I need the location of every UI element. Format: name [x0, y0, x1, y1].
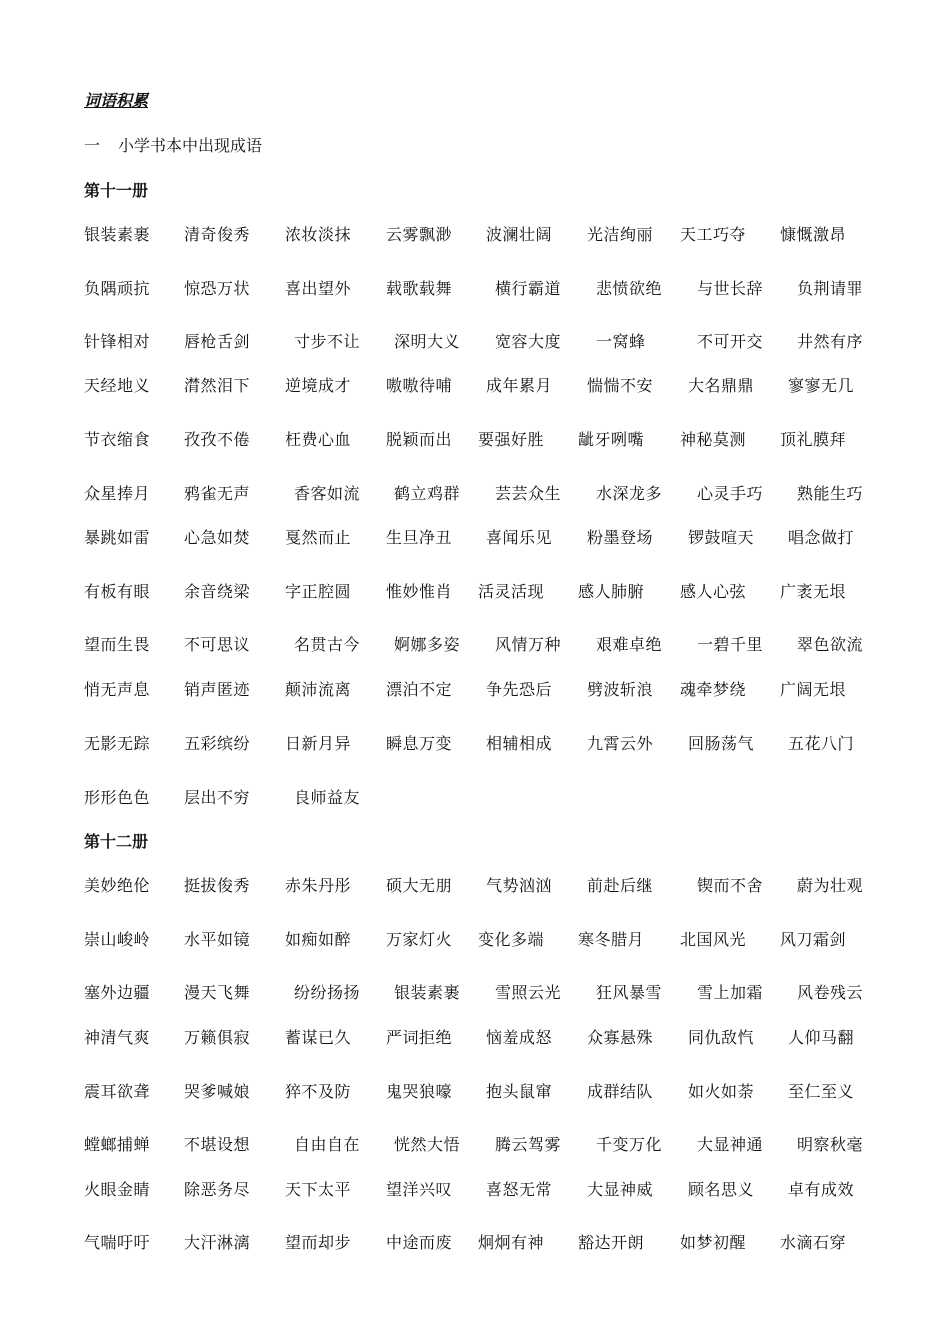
idiom: 硕大无朋 — [386, 876, 453, 895]
idiom-row — [0, 222, 950, 246]
idiom: 波澜壮阔 — [486, 225, 553, 244]
idiom: 众寡悬殊 — [587, 1028, 654, 1047]
idiom: 水滴石穿 — [780, 1233, 847, 1252]
idiom: 五花八门 — [788, 734, 855, 753]
idiom: 字正腔圆 — [285, 582, 352, 601]
idiom: 塞外边疆 — [84, 983, 151, 1002]
idiom: 炯炯有神 — [478, 1233, 545, 1252]
idiom: 感人心弦 — [680, 582, 747, 601]
idiom: 天下太平 — [285, 1180, 352, 1199]
idiom: 蓄谋已久 — [285, 1028, 352, 1047]
section-label: 小学书本中出现成语 — [118, 136, 263, 155]
idiom: 恼羞成怒 — [486, 1028, 553, 1047]
idiom: 横行霸道 — [495, 279, 562, 298]
idiom: 瞬息万变 — [386, 734, 453, 753]
idiom: 喜闻乐见 — [486, 528, 553, 547]
idiom: 天工巧夺 — [680, 225, 747, 244]
idiom: 寥寥无几 — [788, 376, 855, 395]
idiom: 清奇俊秀 — [184, 225, 251, 244]
idiom: 颠沛流离 — [285, 680, 352, 699]
idiom: 心灵手巧 — [697, 484, 764, 503]
idiom: 锲而不舍 — [697, 876, 764, 895]
idiom: 云雾飘渺 — [386, 225, 453, 244]
idiom: 锣鼓喧天 — [688, 528, 755, 547]
idiom: 顾名思义 — [688, 1180, 755, 1199]
idiom: 枉费心血 — [285, 430, 352, 449]
idiom: 艰难卓绝 — [596, 635, 663, 654]
idiom: 恍然大悟 — [394, 1135, 461, 1154]
idiom-row — [0, 873, 950, 897]
idiom: 日新月异 — [285, 734, 352, 753]
idiom-row — [0, 427, 950, 451]
idiom: 潸然泪下 — [184, 376, 251, 395]
idiom: 慷慨激昂 — [780, 225, 847, 244]
idiom: 要强好胜 — [478, 430, 545, 449]
idiom: 不堪设想 — [184, 1135, 251, 1154]
idiom: 与世长辞 — [697, 279, 764, 298]
idiom-row — [0, 1132, 950, 1156]
idiom: 宽容大度 — [495, 332, 562, 351]
idiom: 腾云驾雾 — [495, 1135, 562, 1154]
idiom: 如梦初醒 — [680, 1233, 747, 1252]
idiom: 光洁绚丽 — [587, 225, 654, 244]
idiom-row — [0, 927, 950, 951]
idiom: 众星捧月 — [84, 484, 151, 503]
idiom: 广袤无垠 — [780, 582, 847, 601]
idiom: 争先恐后 — [486, 680, 553, 699]
volume-heading-12: 第十二册 — [84, 832, 149, 851]
idiom: 深明大义 — [394, 332, 461, 351]
idiom: 漫天飞舞 — [184, 983, 251, 1002]
idiom: 明察秋毫 — [797, 1135, 864, 1154]
idiom-row — [0, 1177, 950, 1201]
idiom: 漂泊不定 — [386, 680, 453, 699]
idiom: 鸦雀无声 — [184, 484, 251, 503]
idiom: 狂风暴雪 — [596, 983, 663, 1002]
idiom: 卓有成效 — [788, 1180, 855, 1199]
idiom: 风刀霜剑 — [780, 930, 847, 949]
idiom: 寒冬腊月 — [578, 930, 645, 949]
idiom: 万家灯火 — [386, 930, 453, 949]
idiom: 唱念做打 — [788, 528, 855, 547]
idiom: 载歌载舞 — [386, 279, 453, 298]
idiom: 广阔无垠 — [780, 680, 847, 699]
idiom: 人仰马翻 — [788, 1028, 855, 1047]
idiom: 芸芸众生 — [495, 484, 562, 503]
idiom: 暴跳如雷 — [84, 528, 151, 547]
idiom: 一窝蜂 — [596, 332, 646, 351]
idiom-row — [0, 731, 950, 755]
idiom: 水平如镜 — [184, 930, 251, 949]
idiom-row — [0, 276, 950, 300]
idiom: 雪上加霜 — [697, 983, 764, 1002]
idiom: 喜出望外 — [285, 279, 352, 298]
idiom: 变化多端 — [478, 930, 545, 949]
idiom-row — [0, 1025, 950, 1049]
idiom: 崇山峻岭 — [84, 930, 151, 949]
idiom: 逆境成才 — [285, 376, 352, 395]
section-heading — [84, 133, 262, 156]
idiom: 不可思议 — [184, 635, 251, 654]
idiom: 气喘吁吁 — [84, 1233, 151, 1252]
idiom: 负荆请罪 — [797, 279, 864, 298]
idiom: 北国风光 — [680, 930, 747, 949]
idiom: 心急如焚 — [184, 528, 251, 547]
idiom: 哭爹喊娘 — [184, 1082, 251, 1101]
idiom-row — [0, 579, 950, 603]
idiom: 水深龙多 — [596, 484, 663, 503]
idiom: 豁达开朗 — [578, 1233, 645, 1252]
idiom: 至仁至义 — [788, 1082, 855, 1101]
idiom: 大显神通 — [697, 1135, 764, 1154]
idiom: 无影无踪 — [84, 734, 151, 753]
idiom-row — [0, 1079, 950, 1103]
idiom: 抱头鼠窜 — [486, 1082, 553, 1101]
idiom-row — [0, 373, 950, 397]
idiom: 大名鼎鼎 — [688, 376, 755, 395]
idiom: 良师益友 — [294, 788, 361, 807]
idiom-row — [0, 632, 950, 656]
volume-heading-11: 第十一册 — [84, 181, 149, 200]
idiom: 浓妆淡抹 — [285, 225, 352, 244]
idiom: 形形色色 — [84, 788, 151, 807]
idiom: 望洋兴叹 — [386, 1180, 453, 1199]
page-title: 词语积累 — [84, 91, 149, 110]
idiom: 针锋相对 — [84, 332, 151, 351]
idiom-row — [0, 785, 950, 809]
idiom: 自由自在 — [294, 1135, 361, 1154]
idiom: 猝不及防 — [285, 1082, 352, 1101]
idiom-row — [0, 481, 950, 505]
idiom: 鹤立鸡群 — [394, 484, 461, 503]
idiom: 熟能生巧 — [797, 484, 864, 503]
idiom-row — [0, 980, 950, 1004]
idiom: 望而却步 — [285, 1233, 352, 1252]
idiom: 神清气爽 — [84, 1028, 151, 1047]
idiom: 天经地义 — [84, 376, 151, 395]
idiom: 回肠荡气 — [688, 734, 755, 753]
idiom: 神秘莫测 — [680, 430, 747, 449]
idiom: 相辅相成 — [486, 734, 553, 753]
idiom: 银装素裹 — [84, 225, 151, 244]
idiom: 大显神威 — [587, 1180, 654, 1199]
idiom: 悄无声息 — [84, 680, 151, 699]
idiom: 中途而废 — [386, 1233, 453, 1252]
idiom: 翠色欲流 — [797, 635, 864, 654]
idiom: 银装素裹 — [394, 983, 461, 1002]
idiom: 喜怒无常 — [486, 1180, 553, 1199]
idiom: 万籁俱寂 — [184, 1028, 251, 1047]
idiom: 不可开交 — [697, 332, 764, 351]
idiom: 孜孜不倦 — [184, 430, 251, 449]
idiom: 除恶务尽 — [184, 1180, 251, 1199]
idiom: 龇牙咧嘴 — [578, 430, 645, 449]
idiom: 节衣缩食 — [84, 430, 151, 449]
idiom: 劈波斩浪 — [587, 680, 654, 699]
idiom: 成群结队 — [587, 1082, 654, 1101]
idiom: 风卷残云 — [797, 983, 864, 1002]
idiom: 有板有眼 — [84, 582, 151, 601]
idiom: 生旦净丑 — [386, 528, 453, 547]
idiom: 寸步不让 — [294, 332, 361, 351]
idiom: 魂牵梦绕 — [680, 680, 747, 699]
idiom: 蔚为壮观 — [797, 876, 864, 895]
idiom: 同仇敌忾 — [688, 1028, 755, 1047]
idiom: 挺拔俊秀 — [184, 876, 251, 895]
idiom: 惟妙惟肖 — [386, 582, 453, 601]
idiom-row — [0, 329, 950, 353]
idiom: 严词拒绝 — [386, 1028, 453, 1047]
idiom: 婀娜多姿 — [394, 635, 461, 654]
idiom: 如痴如醉 — [285, 930, 352, 949]
idiom: 纷纷扬扬 — [294, 983, 361, 1002]
idiom: 成年累月 — [486, 376, 553, 395]
idiom: 如火如荼 — [688, 1082, 755, 1101]
idiom: 销声匿迹 — [184, 680, 251, 699]
idiom: 活灵活现 — [478, 582, 545, 601]
idiom: 嗷嗷待哺 — [386, 376, 453, 395]
idiom: 雪照云光 — [495, 983, 562, 1002]
idiom: 五彩缤纷 — [184, 734, 251, 753]
idiom: 赤朱丹彤 — [285, 876, 352, 895]
idiom: 脱颖而出 — [386, 430, 453, 449]
idiom: 美妙绝伦 — [84, 876, 151, 895]
idiom: 井然有序 — [797, 332, 864, 351]
section-number: 一 — [84, 136, 101, 155]
idiom: 望而生畏 — [84, 635, 151, 654]
idiom: 粉墨登场 — [587, 528, 654, 547]
idiom-row — [0, 525, 950, 549]
idiom: 唇枪舌剑 — [184, 332, 251, 351]
idiom: 戛然而止 — [285, 528, 352, 547]
idiom: 一碧千里 — [697, 635, 764, 654]
idiom: 香客如流 — [294, 484, 361, 503]
idiom: 顶礼膜拜 — [780, 430, 847, 449]
idiom: 螳螂捕蝉 — [84, 1135, 151, 1154]
idiom: 风情万种 — [495, 635, 562, 654]
idiom: 鬼哭狼嚎 — [386, 1082, 453, 1101]
idiom: 气势汹汹 — [486, 876, 553, 895]
idiom: 大汗淋漓 — [184, 1233, 251, 1252]
idiom: 层出不穷 — [184, 788, 251, 807]
idiom: 悲愤欲绝 — [596, 279, 663, 298]
idiom: 感人肺腑 — [578, 582, 645, 601]
idiom-row — [0, 677, 950, 701]
idiom: 惴惴不安 — [587, 376, 654, 395]
idiom: 惊恐万状 — [184, 279, 251, 298]
idiom: 震耳欲聋 — [84, 1082, 151, 1101]
idiom: 余音绕梁 — [184, 582, 251, 601]
idiom-row — [0, 1230, 950, 1254]
idiom: 九霄云外 — [587, 734, 654, 753]
idiom: 千变万化 — [596, 1135, 663, 1154]
idiom: 火眼金睛 — [84, 1180, 151, 1199]
idiom: 负隅顽抗 — [84, 279, 151, 298]
idiom: 前赴后继 — [587, 876, 654, 895]
idiom: 名贯古今 — [294, 635, 361, 654]
